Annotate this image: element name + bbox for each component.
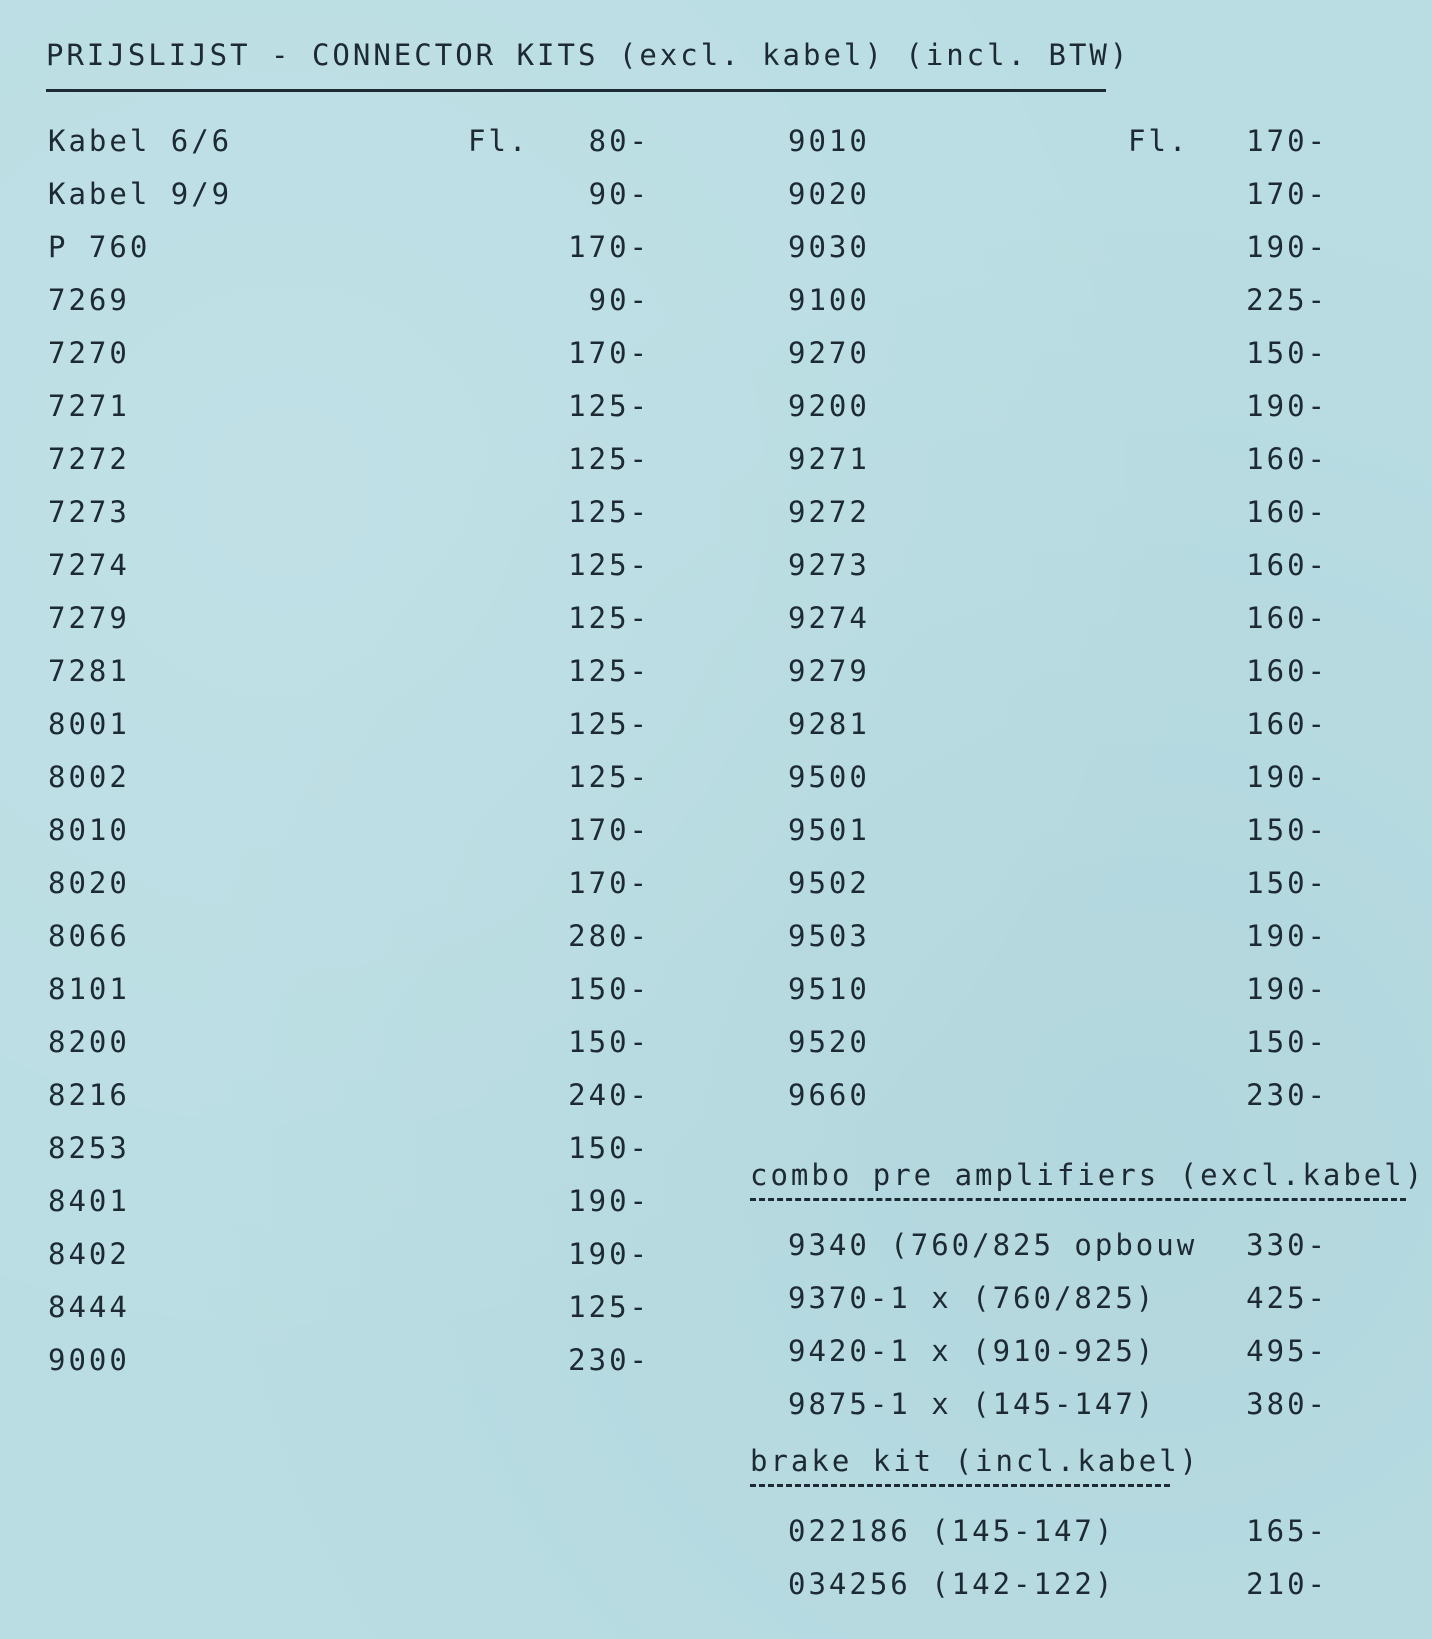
item-code: 9271 (788, 442, 870, 476)
item-code: 9270 (788, 336, 870, 370)
item-price: 190- (1246, 389, 1328, 423)
item-price: 170- (568, 866, 650, 900)
item-price: 170- (1246, 124, 1328, 158)
item-price: 280- (568, 919, 650, 953)
price-row (788, 336, 1328, 376)
item-code: 9272 (788, 495, 870, 529)
item-code: P 760 (48, 230, 151, 264)
price-row (788, 601, 1328, 641)
item-price: 240- (568, 1078, 650, 1112)
price-row (0, 1131, 650, 1171)
item-code: 9000 (48, 1343, 130, 1377)
item-price: 125- (568, 442, 650, 476)
item-price: 160- (1246, 548, 1328, 582)
item-code: Kabel 6/6 (48, 124, 233, 158)
item-code: 8101 (48, 972, 130, 1006)
combo-row (788, 1281, 1328, 1321)
price-row (788, 1078, 1328, 1118)
item-price: 170- (1246, 177, 1328, 211)
item-price: 125- (568, 760, 650, 794)
price-row (788, 283, 1328, 323)
item-code: 9501 (788, 813, 870, 847)
combo-row (788, 1334, 1328, 1374)
price-row (0, 1237, 650, 1277)
price-row (0, 1343, 650, 1383)
price-row (0, 442, 650, 482)
price-row (788, 707, 1328, 747)
item-price: 80- (588, 124, 650, 158)
item-price: 150- (1246, 866, 1328, 900)
item-price: 495- (1246, 1334, 1328, 1368)
item-code: 7281 (48, 654, 130, 688)
price-row (788, 442, 1328, 482)
item-price: 190- (1246, 760, 1328, 794)
item-code: 9520 (788, 1025, 870, 1059)
item-price: 380- (1246, 1387, 1328, 1421)
price-row (0, 283, 650, 323)
brake-row (788, 1514, 1328, 1554)
item-code: 9279 (788, 654, 870, 688)
combo-row (788, 1387, 1328, 1427)
item-code: 9281 (788, 707, 870, 741)
price-row (0, 389, 650, 429)
price-row (788, 230, 1328, 270)
item-code: 9273 (788, 548, 870, 582)
item-code: 9370-1 x (760/825) (788, 1281, 1157, 1315)
price-row (0, 919, 650, 959)
item-code: 9030 (788, 230, 870, 264)
brake-heading: brake kit (incl.kabel) (750, 1444, 1201, 1478)
price-row (0, 548, 650, 588)
price-row (788, 866, 1328, 906)
item-code: 9020 (788, 177, 870, 211)
item-price: 330- (1246, 1228, 1328, 1262)
item-code: Kabel 9/9 (48, 177, 233, 211)
price-row (788, 654, 1328, 694)
item-price: 150- (568, 1131, 650, 1165)
item-price: 170- (568, 813, 650, 847)
item-code: 8200 (48, 1025, 130, 1059)
item-price: 90- (588, 177, 650, 211)
item-code: 8253 (48, 1131, 130, 1165)
item-code: 7272 (48, 442, 130, 476)
price-row (788, 495, 1328, 535)
item-code: 7269 (48, 283, 130, 317)
price-row (0, 124, 650, 164)
item-price: 170- (568, 336, 650, 370)
currency-label: Fl. (1128, 124, 1190, 158)
item-code: 9340 (760/825 opbouw (788, 1228, 1198, 1262)
item-price: 190- (568, 1237, 650, 1271)
item-code: 9420-1 x (910-925) (788, 1334, 1157, 1368)
item-price: 125- (568, 601, 650, 635)
item-price: 150- (568, 972, 650, 1006)
item-price: 165- (1246, 1514, 1328, 1548)
item-price: 190- (1246, 919, 1328, 953)
item-code: 7274 (48, 548, 130, 582)
item-price: 125- (568, 495, 650, 529)
item-price: 160- (1246, 707, 1328, 741)
item-code: 9200 (788, 389, 870, 423)
item-code: 8001 (48, 707, 130, 741)
item-price: 160- (1246, 654, 1328, 688)
item-price: 425- (1246, 1281, 1328, 1315)
item-price: 210- (1246, 1567, 1328, 1601)
price-row (788, 1025, 1328, 1065)
item-price: 150- (568, 1025, 650, 1059)
price-row (788, 972, 1328, 1012)
item-code: 8066 (48, 919, 130, 953)
item-code: 7279 (48, 601, 130, 635)
price-row (0, 1290, 650, 1330)
item-code: 9875-1 x (145-147) (788, 1387, 1157, 1421)
item-price: 125- (568, 389, 650, 423)
item-code: 9503 (788, 919, 870, 953)
item-code: 9100 (788, 283, 870, 317)
item-price: 190- (1246, 972, 1328, 1006)
item-code: 9510 (788, 972, 870, 1006)
price-row (788, 548, 1328, 588)
item-price: 170- (568, 230, 650, 264)
item-code: 8444 (48, 1290, 130, 1324)
price-row (0, 601, 650, 641)
price-row (788, 389, 1328, 429)
price-row (0, 1184, 650, 1224)
price-row (788, 919, 1328, 959)
price-row (788, 177, 1328, 217)
price-row (0, 654, 650, 694)
item-price: 160- (1246, 495, 1328, 529)
page-title: PRIJSLIJST - CONNECTOR KITS (excl. kabel) (incl. BTW) (46, 38, 1131, 72)
price-row (0, 813, 650, 853)
item-price: 230- (568, 1343, 650, 1377)
item-code: 7270 (48, 336, 130, 370)
item-price: 150- (1246, 813, 1328, 847)
item-code: 8401 (48, 1184, 130, 1218)
item-code: 7271 (48, 389, 130, 423)
item-code: 034256 (142-122) (788, 1567, 1116, 1601)
item-code: 8010 (48, 813, 130, 847)
price-row (0, 972, 650, 1012)
item-code: 9500 (788, 760, 870, 794)
item-code: 8216 (48, 1078, 130, 1112)
price-row (788, 760, 1328, 800)
price-row (0, 230, 650, 270)
item-code: 7273 (48, 495, 130, 529)
item-code: 8020 (48, 866, 130, 900)
price-row (0, 760, 650, 800)
price-row (0, 336, 650, 376)
item-price: 160- (1246, 442, 1328, 476)
item-code: 022186 (145-147) (788, 1514, 1116, 1548)
item-code: 9660 (788, 1078, 870, 1112)
price-row (788, 813, 1328, 853)
item-price: 125- (568, 707, 650, 741)
brake-heading-underline (750, 1484, 1170, 1487)
item-price: 190- (568, 1184, 650, 1218)
item-price: 160- (1246, 601, 1328, 635)
price-row (0, 177, 650, 217)
combo-heading-underline (750, 1198, 1406, 1201)
item-price: 150- (1246, 1025, 1328, 1059)
title-underline (46, 89, 1106, 92)
brake-row (788, 1567, 1328, 1607)
price-row (0, 707, 650, 747)
price-row (0, 495, 650, 535)
currency-label: Fl. (468, 124, 530, 158)
item-code: 8402 (48, 1237, 130, 1271)
item-price: 90- (588, 283, 650, 317)
item-price: 125- (568, 1290, 650, 1324)
item-price: 225- (1246, 283, 1328, 317)
item-code: 9274 (788, 601, 870, 635)
item-code: 8002 (48, 760, 130, 794)
price-row (788, 124, 1328, 164)
item-price: 230- (1246, 1078, 1328, 1112)
item-price: 125- (568, 548, 650, 582)
item-price: 190- (1246, 230, 1328, 264)
combo-row (788, 1228, 1328, 1268)
item-price: 150- (1246, 336, 1328, 370)
item-code: 9010 (788, 124, 870, 158)
price-row (0, 1025, 650, 1065)
price-row (0, 1078, 650, 1118)
combo-heading: combo pre amplifiers (excl.kabel) (750, 1158, 1426, 1192)
price-row (0, 866, 650, 906)
item-price: 125- (568, 654, 650, 688)
item-code: 9502 (788, 866, 870, 900)
